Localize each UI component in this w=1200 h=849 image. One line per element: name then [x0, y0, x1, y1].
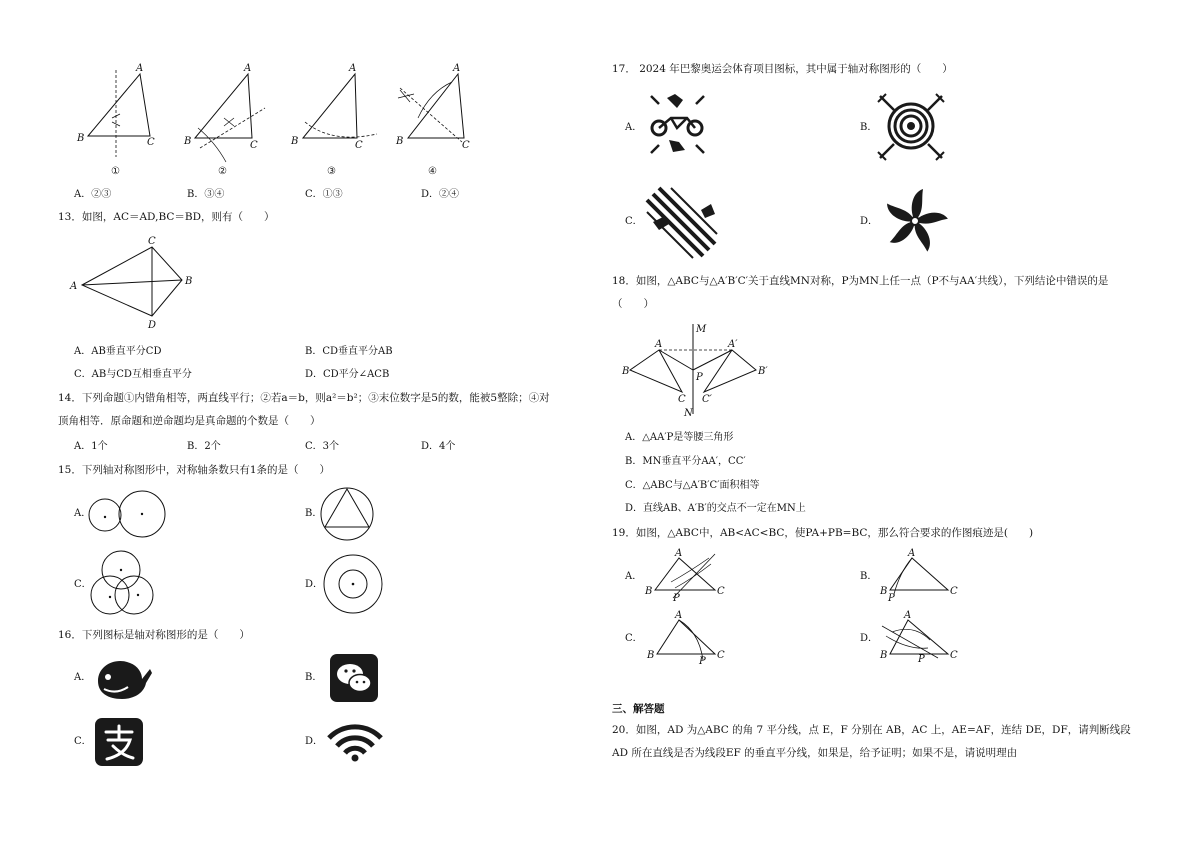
q12-fig4-label-C: C — [462, 140, 470, 151]
q14-option-d[interactable]: D．4个 — [421, 441, 456, 452]
q18-point-P: P — [696, 372, 703, 383]
q12-figure-4 — [390, 62, 485, 177]
q18-point-M: M — [696, 324, 707, 335]
q12-option-b[interactable]: B．③④ — [187, 189, 225, 200]
q12-fig2-label-A: A — [244, 63, 252, 74]
q18-point-B: B — [622, 366, 630, 377]
q18-stem-line1: 18．如图，△ABC与△A′B′C′关于直线MN对称，P为MN上任一点（P不与AA′共线），下列结论中错误的是 — [612, 275, 1109, 287]
q12-fig1-label-A: A — [136, 63, 144, 74]
q19a-point-P: P — [673, 593, 680, 604]
q15-figure-b-triangle-in-circle — [320, 485, 380, 545]
q15-figure-c-three-circles — [88, 548, 163, 618]
q13-option-d[interactable]: D．CD平分∠ACB — [305, 369, 390, 380]
q19c-point-A: A — [675, 610, 683, 621]
q19a-point-B: B — [645, 586, 653, 597]
q15-stem: 15．下列轴对称图形中，对称轴条数只有1条的是（ ） — [58, 464, 331, 476]
q12-option-c[interactable]: C．①③ — [305, 189, 343, 200]
whale-logo-icon — [94, 655, 154, 701]
q14-option-a[interactable]: A．1个 — [74, 441, 108, 452]
q13-stem: 13．如图，AC＝AD,BC＝BD，则有（ ） — [58, 211, 275, 223]
q12-fig4-label-B: B — [396, 136, 404, 147]
q12-fig3-label-C: C — [355, 140, 363, 151]
q19d-point-B: B — [880, 650, 888, 661]
q13-point-B: B — [185, 276, 193, 287]
q12-fig1-number: ① — [111, 166, 120, 177]
q13-point-D: D — [148, 320, 157, 331]
q16-option-c[interactable]: C． — [74, 736, 92, 747]
q15-option-a[interactable]: A． — [74, 508, 92, 519]
q12-fig2-label-C: C — [250, 140, 258, 151]
q18-option-a[interactable]: A．△AA′P是等腰三角形 — [625, 432, 734, 443]
q15-option-d[interactable]: D． — [305, 579, 324, 590]
q15-figure-a-two-circles — [88, 490, 173, 540]
archery-pictogram-icon — [876, 92, 946, 162]
wifi-logo-icon — [326, 722, 384, 762]
q13-option-b[interactable]: B．CD垂直平分AB — [305, 346, 393, 357]
q19-option-c[interactable]: C． — [625, 633, 643, 644]
q18-option-d[interactable]: D．直线AB、A′B′的交点不一定在MN上 — [625, 503, 806, 514]
q19-figure-d — [878, 610, 968, 665]
q18-stem-line2: （ ） — [612, 298, 654, 310]
q15-figure-d-concentric-circles — [322, 553, 386, 617]
q13-point-A: A — [70, 281, 78, 292]
q17-option-d[interactable]: D． — [860, 216, 879, 227]
q13-kite-figure — [66, 236, 206, 336]
q19d-point-P: P — [918, 654, 925, 665]
q16-option-a[interactable]: A． — [74, 672, 92, 683]
q15-option-b[interactable]: B． — [305, 508, 323, 519]
q12-fig1-label-C: C — [147, 137, 155, 148]
q18-point-B-prime: B′ — [758, 366, 768, 377]
q18-point-A-prime: A′ — [728, 339, 738, 350]
q18-reflection-figure — [620, 320, 780, 420]
q14-stem-line2: 顶角相等．原命题和逆命题均是真命题的个数是（ ） — [58, 415, 321, 427]
q15-option-c[interactable]: C． — [74, 579, 92, 590]
q12-fig1-label-B: B — [77, 133, 85, 144]
q18-point-A: A — [655, 339, 663, 350]
q17-option-b[interactable]: B． — [860, 122, 878, 133]
q14-option-b[interactable]: B．2个 — [187, 441, 221, 452]
q19c-point-B: B — [647, 650, 655, 661]
alipay-logo-icon — [95, 718, 143, 766]
q16-stem: 16．下列图标是轴对称图形的是（ ） — [58, 629, 250, 641]
q19-option-b[interactable]: B． — [860, 571, 878, 582]
q14-option-c[interactable]: C．3个 — [305, 441, 340, 452]
q19c-point-C: C — [717, 650, 725, 661]
q12-figure-1 — [70, 62, 160, 177]
q12-fig3-label-B: B — [291, 136, 299, 147]
q17-stem: 17． 2024 年巴黎奥运会体育项目图标，其中属于轴对称图形的（ ） — [612, 63, 953, 75]
q19-figure-a — [645, 548, 735, 603]
q19-figure-b — [878, 548, 968, 603]
q12-option-d[interactable]: D．②④ — [421, 189, 460, 200]
q19b-point-C: C — [950, 586, 958, 597]
wechat-logo-icon — [330, 654, 378, 702]
q19a-point-A: A — [675, 548, 683, 559]
q12-figure-2 — [180, 62, 275, 177]
q16-option-d[interactable]: D． — [305, 736, 324, 747]
q13-option-c[interactable]: C．AB与CD互相垂直平分 — [74, 369, 192, 380]
q19d-point-A: A — [904, 610, 912, 621]
q12-fig3-label-A: A — [349, 63, 357, 74]
badminton-pictogram-icon — [645, 186, 720, 256]
q19d-point-C: C — [950, 650, 958, 661]
q19-stem: 19．如图，△ABC中，AB<AC<BC，使PA+PB=BC，那么符合要求的作图痕迹是( ) — [612, 527, 1034, 539]
q19a-point-C: C — [717, 586, 725, 597]
q16-option-b[interactable]: B． — [305, 672, 323, 683]
q14-stem-line1: 14．下列命题①内错角相等，两直线平行；②若a＝b，则a²＝b²；③末位数字是5的数，能被5整除；④对 — [58, 392, 550, 404]
q20-line1: 20．如图，AD 为△ABC 的角 7 平分线，点 E，F 分别在 AB，AC 上，AE=AF，连结 DE，DF，请判断线段 — [612, 724, 1131, 736]
q17-option-a[interactable]: A． — [625, 122, 643, 133]
q12-figure-3 — [287, 62, 382, 177]
q12-fig4-number: ④ — [428, 166, 437, 177]
q18-point-C: C — [678, 394, 686, 405]
q19b-point-A: A — [908, 548, 916, 559]
q12-option-a[interactable]: A．②③ — [74, 189, 112, 200]
q18-option-b[interactable]: B．MN垂直平分AA′，CC′ — [625, 456, 746, 467]
q13-point-C: C — [148, 236, 156, 247]
q19-figure-c — [645, 610, 735, 665]
q18-point-N: N — [684, 408, 693, 419]
q17-option-c[interactable]: C． — [625, 216, 643, 227]
q12-fig3-number: ③ — [327, 166, 336, 177]
cycling-pictogram-icon — [645, 92, 710, 157]
q12-fig2-number: ② — [218, 166, 227, 177]
q18-option-c[interactable]: C．△ABC与△A′B′C′面积相等 — [625, 480, 760, 491]
q19b-point-P: P — [888, 593, 895, 604]
q18-point-C-prime: C′ — [702, 394, 712, 405]
pinwheel-pictogram-icon — [880, 186, 950, 256]
section-title-answers: 三、解答题 — [612, 703, 665, 715]
q20-line2: AD 所在直线是否为线段EF 的垂直平分线，如果是，给予证明；如果不是，请说明理由 — [612, 747, 1018, 759]
q19-option-a[interactable]: A． — [625, 571, 643, 582]
q13-option-a[interactable]: A．AB垂直平分CD — [74, 346, 162, 357]
q12-fig4-label-A: A — [453, 63, 461, 74]
q12-fig2-label-B: B — [184, 136, 192, 147]
q19b-point-B: B — [880, 586, 888, 597]
q19c-point-P: P — [699, 656, 706, 667]
q19-option-d[interactable]: D． — [860, 633, 879, 644]
